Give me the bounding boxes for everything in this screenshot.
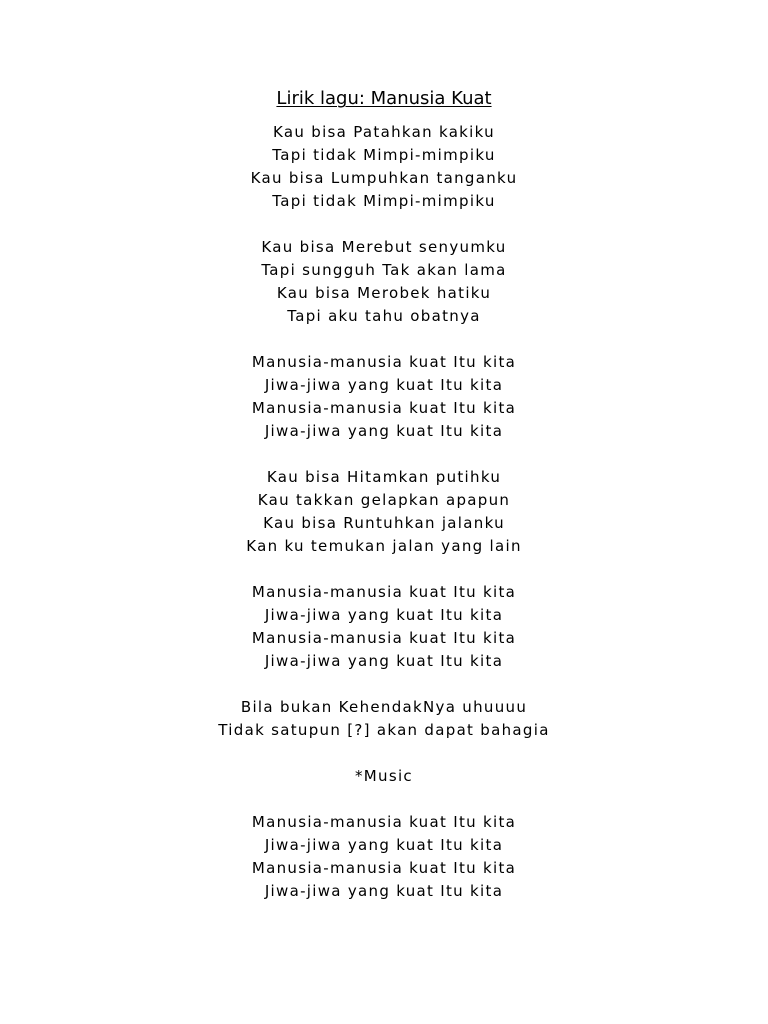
- stanza-2: [0, 236, 768, 328]
- lyric-line: Jiwa-jiwa yang kuat Itu kita: [264, 422, 504, 440]
- page-title: Lirik lagu: Manusia Kuat: [276, 88, 492, 109]
- lyric-line: Tidak satupun [?] akan dapat bahagia: [218, 721, 550, 739]
- lyric-line: Kau bisa Merebut senyumku: [261, 238, 507, 256]
- lyric-line: Jiwa-jiwa yang kuat Itu kita: [264, 836, 504, 854]
- lyric-line: Manusia-manusia kuat Itu kita: [251, 399, 517, 417]
- lyric-line: Tapi aku tahu obatnya: [287, 307, 481, 325]
- lyric-line: Jiwa-jiwa yang kuat Itu kita: [264, 882, 504, 900]
- lyric-line: Manusia-manusia kuat Itu kita: [251, 859, 517, 877]
- lyric-line: Manusia-manusia kuat Itu kita: [251, 629, 517, 647]
- lyric-line: Bila bukan KehendakNya uhuuuu: [240, 698, 528, 716]
- lyric-line: Kau bisa Merobek hatiku: [276, 284, 492, 302]
- stanza-7-music-note: [0, 765, 768, 788]
- lyric-line: Kau bisa Lumpuhkan tanganku: [250, 169, 518, 187]
- stanza-1: [0, 121, 768, 213]
- lyric-line: Manusia-manusia kuat Itu kita: [251, 813, 517, 831]
- stanza-5-chorus: [0, 581, 768, 673]
- lyric-line: Kau takkan gelapkan apapun: [257, 491, 511, 509]
- stanza-6-bridge: [0, 696, 768, 742]
- stanza-4: [0, 466, 768, 558]
- stanza-3-chorus: [0, 351, 768, 443]
- lyric-line: Jiwa-jiwa yang kuat Itu kita: [264, 376, 504, 394]
- lyric-line: Kau bisa Runtuhkan jalanku: [263, 514, 505, 532]
- lyric-line: Manusia-manusia kuat Itu kita: [251, 353, 517, 371]
- lyric-line: Kau bisa Patahkan kakiku: [273, 123, 495, 141]
- lyric-line: Tapi tidak Mimpi-mimpiku: [272, 192, 496, 210]
- lyric-line: Tapi tidak Mimpi-mimpiku: [272, 146, 496, 164]
- lyric-line: Jiwa-jiwa yang kuat Itu kita: [264, 652, 504, 670]
- lyric-line: Kau bisa Hitamkan putihku: [266, 468, 502, 486]
- lyric-line: Kan ku temukan jalan yang lain: [246, 537, 522, 555]
- lyric-line: Tapi sungguh Tak akan lama: [261, 261, 507, 279]
- stanza-8-chorus: [0, 811, 768, 903]
- music-cue: *Music: [355, 767, 413, 785]
- lyrics-body: [0, 121, 768, 926]
- lyric-line: Manusia-manusia kuat Itu kita: [251, 583, 517, 601]
- lyric-line: Jiwa-jiwa yang kuat Itu kita: [264, 606, 504, 624]
